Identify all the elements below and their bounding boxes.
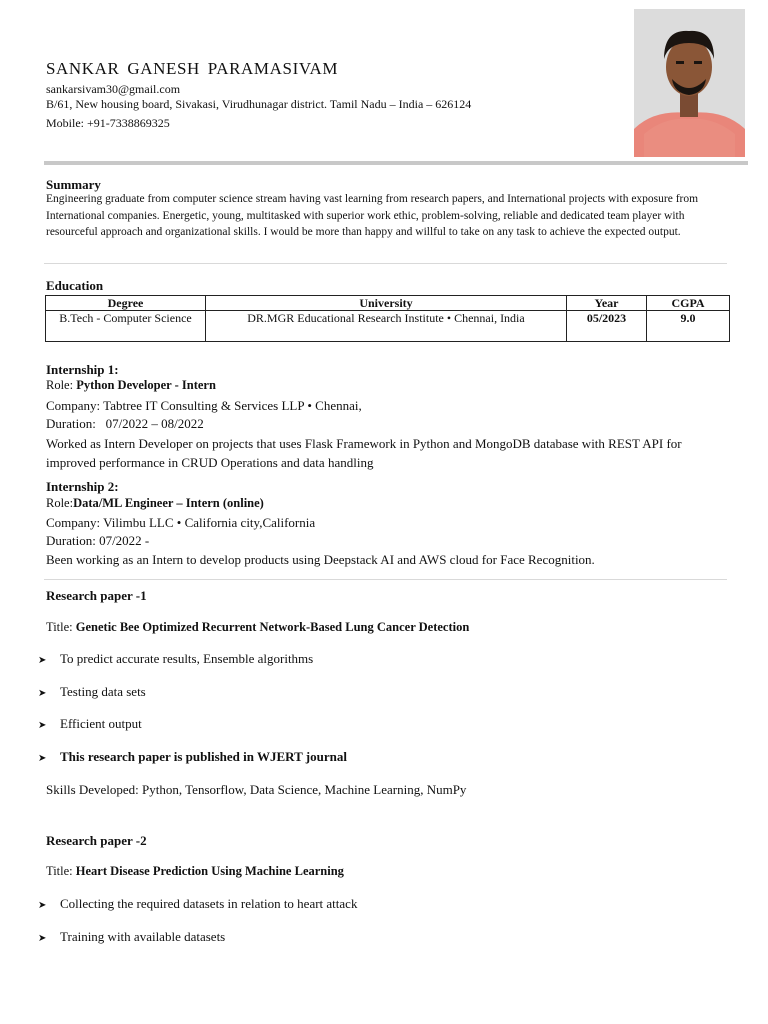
profile-photo-drawing [634, 9, 745, 157]
internship2-role-line [46, 496, 264, 511]
column-header-university: University [206, 296, 567, 311]
research1-skills: Skills Developed: Python, Tensorflow, Data Science, Machine Learning, NumPy [46, 782, 467, 797]
internship2-heading: Internship 2: [46, 479, 119, 494]
mobile-number: Mobile: +91-7338869325 [46, 116, 170, 130]
internship1-company: Company: Tabtree IT Consulting & Services LLP • Chennai, [46, 398, 362, 413]
bullet-icon: ➤ [38, 933, 47, 944]
internship1-role: Python Developer - Intern [73, 378, 216, 392]
year-cell: 05/2023 [567, 311, 647, 342]
summary-heading: Summary [46, 177, 101, 192]
internship2-role: Data/ML Engineer – Intern (online) [73, 496, 264, 510]
bullet-icon: ➤ [38, 688, 47, 699]
bullet-icon: ➤ [38, 900, 47, 911]
internship-divider [44, 579, 727, 580]
internship1-role-line [46, 378, 216, 393]
research2-bullet-2: Training with available datasets [60, 929, 226, 944]
column-header-cgpa: CGPA [647, 296, 730, 311]
summary-divider [44, 263, 727, 264]
summary-text: Engineering graduate from computer science stream having vast learning from research papers, and International projects with exposure from International companies. Energetic, young, multitasked with superior work ethic, problem-solving, reliable and dedicated team player with resourceful approach and organizational skills. I would be more than happy and willful to take on any task to achieve the expected output. [46, 193, 699, 238]
research2-title: Heart Disease Prediction Using Machine Learning [75, 864, 344, 878]
research1-heading: Research paper -1 [46, 588, 147, 603]
email-address: sankarsivam30@gmail.com [46, 82, 181, 96]
education-heading: Education [46, 278, 104, 293]
internship1-heading: Internship 1: [46, 362, 119, 377]
research1-title-line [46, 620, 469, 635]
candidate-name: SANKAR GANESH PARAMASIVAM [46, 59, 339, 78]
university-cell: DR.MGR Educational Research Institute • Chennai, India [206, 311, 567, 342]
research1-title-label: Title: [46, 620, 76, 634]
research1-bullet-2: Testing data sets [60, 684, 146, 699]
internship2-description: Been working as an Intern to develop products using Deepstack AI and AWS cloud for Face Recognition. [46, 552, 595, 567]
header-divider [44, 161, 748, 165]
table-row [46, 311, 730, 342]
internship2-role-label: Role: [46, 496, 74, 510]
research2-bullet-1: Collecting the required datasets in relation to heart attack [60, 896, 358, 911]
education-table-header [46, 296, 730, 311]
research1-title: Genetic Bee Optimized Recurrent Network-Based Lung Cancer Detection [75, 620, 470, 634]
internship2-company: Company: Vilimbu LLC • California city,California [46, 515, 316, 530]
research2-title-line [46, 864, 344, 879]
research1-bullet-1: To predict accurate results, Ensemble algorithms [60, 651, 314, 666]
internship1-duration: Duration: 07/2022 – 08/2022 [46, 416, 204, 431]
research1-bullet-4: This research paper is published in WJERT journal [60, 749, 347, 764]
bullet-icon: ➤ [38, 720, 47, 731]
cgpa-cell: 9.0 [647, 311, 730, 342]
research2-heading: Research paper -2 [46, 833, 147, 848]
profile-photo [634, 9, 745, 157]
internship1-role-label: Role: [46, 378, 74, 392]
education-table [45, 295, 730, 342]
column-header-year: Year [567, 296, 647, 311]
degree-cell: B.Tech - Computer Science [46, 311, 206, 342]
internship2-duration: Duration: 07/2022 - [46, 533, 150, 548]
column-header-degree: Degree [46, 296, 206, 311]
internship1-description: Worked as Intern Developer on projects that uses Flask Framework in Python and MongoDB database with REST API for improved performance in CRUD Operations and data handling [46, 436, 682, 470]
postal-address: B/61, New housing board, Sivakasi, Virudhunagar district. Tamil Nadu – India – 626124 [46, 97, 472, 111]
bullet-icon: ➤ [38, 753, 47, 764]
research2-title-label: Title: [46, 864, 76, 878]
bullet-icon: ➤ [38, 655, 47, 666]
research1-bullet-3: Efficient output [60, 716, 142, 731]
